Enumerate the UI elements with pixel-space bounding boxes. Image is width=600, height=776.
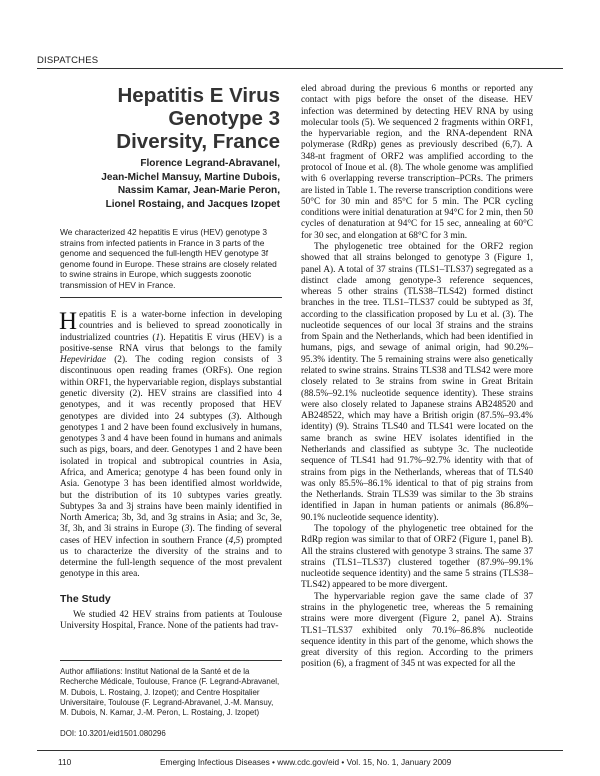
study-paragraph: We studied 42 HEV strains from patients at Toulouse University Hospital, France. None of the patients had trav-	[60, 610, 282, 632]
abstract-rule	[60, 297, 282, 298]
article-title	[70, 84, 280, 153]
title-line: Genotype 3	[168, 107, 280, 130]
drop-cap: H	[59, 308, 78, 335]
author-list	[70, 157, 280, 211]
title-line: Diversity, France	[116, 130, 280, 153]
author-line: Lionel Rostaing, and Jacques Izopet	[105, 198, 280, 210]
title-line: Hepatitis E Virus	[117, 84, 280, 107]
author-line: Jean-Michel Mansuy, Martine Dubois,	[101, 171, 280, 183]
header-rule	[37, 68, 563, 69]
section-heading-the-study: The Study	[60, 593, 111, 605]
intro-paragraph: Hepatitis E is a water-borne infection in developing countries and is believed to spread zoonotically in industrialized countries (1). Hepatitis E virus (HEV) is a positive-sense RNA virus that belongs to the family Hepeviridae (2). The coding region consists of 3 discontinuous open reading frames (ORFs). One region within ORF1, the hypervariable region, displays substantial genetic diversity (2). HEV strains are classified into 4 genotypes, and it was recently proposed that HEV genotypes are divided into 24 subtypes (3). Although genotypes 1 and 2 have been found exclusively in humans, genotypes 3 and 4 have been found in humans and animals such as pigs, boars, and deer. Genotypes 1 and 2 have been isolated in tropical and subtropical countries in Asia, Africa, and America; genotype 4 has been found only in Asia. Genotype 3 has been identified almost worldwide, but the distribution of its 10 subtypes varies greatly. Subtypes 3a and 3j strains have been mainly identified in North America; 3b, 3d, and 3g strains in Asia; and 3c, 3e, 3f, 3h, and 3i strains in Europe (3). The finding of several cases of HEV infection in southern France (4,5) prompted us to characterize the diversity of the strains and to determine the full-length sequence of the most prevalent genotype in this area.	[59, 308, 282, 580]
author-line: Nassim Kamar, Jean-Marie Peron,	[117, 185, 280, 197]
paragraph: eled abroad during the previous 6 months or reported any contact with pigs before the onset of the disease. HEV infection was determined by detecting HEV RNA by using molecular tools (5). We sequenced 2 fragments within ORF1, the hypervariable region, and the RNA-dependent RNA polymerase (RdRp) genes as previously described (6,7). A 348-nt fragment of ORF2 was amplified according to the protocol of Inoue et al. (8). The whole genome was amplified with 6 overlapping reverse transcription–PCRs. The primers are listed in Table 1. The reverse transcription conditions were 50°C for 30 min and 85°C for 5 min. The PCR cycling conditions were initial denaturation at 94°C for 2 min, then 50 cycles of denaturation at 94°C for 15 sec, annealing at 60°C for 30 sec, and elongation at 68°C for 3 min.	[301, 84, 533, 241]
right-column	[301, 84, 533, 671]
page-number: 110	[58, 757, 72, 767]
virus-family-name: Hepeviridae	[60, 355, 106, 366]
author-affiliations: Author affiliations: Institut National de la Santé et de la Recherche Médicale, Toulouse, France (F. Legrand-Abravanel, M. Dubois, L. Rostaing, J. Izopet); and Centre Hospitalier Universitaire, Toulouse (F. Legrand-Abravanel, J.-M. Mansuy, M. Dubois, N. Kamar, J.-M. Peron, L. Rostaing, J. Izopet)	[60, 667, 280, 718]
abstract: We characterized 42 hepatitis E virus (HEV) genotype 3 strains from infected patients in France in 3 parts of the genome and sequenced the full-length HEV genotype 3f genome found in Europe. These strains are closely related to swine strains in Europe, which suggests zoonotic transmission of HEV in France.	[60, 227, 277, 290]
paragraph: The hypervariable region gave the same clade of 37 strains in the phylogenetic tree, whereas the 5 remaining strains were more divergent (Figure 2, panel A). Strains TLS1–TLS37 exhibited only 70.1%–86.8% nucleotide sequence identity in this part of the genome, which shows the great diversity of this region. According to the primers position (6), a fragment of 345 nt was expected for all the	[301, 591, 533, 670]
doi: DOI: 10.3201/eid1501.080296	[60, 729, 166, 738]
journal-footer: Emerging Infectious Diseases • www.cdc.gov/eid • Vol. 15, No. 1, January 2009	[160, 757, 452, 767]
author-line: Florence Legrand-Abravanel,	[140, 158, 280, 169]
footer-rule	[37, 750, 563, 751]
paragraph: The phylogenetic tree obtained for the ORF2 region showed that all strains belonged to genotype 3 (Figure 1, panel A). A total of 37 strains (TLS1–TLS37) segregated as a distinct clade among genotype-3 reference sequences, whereas 5 other strains (TLS38–TLS42) formed distinct branches in the tree. TLS1–TLS37 could be subtyped as 3f, according to the classification proposed by Lu et al. (3). The nucleotide sequences of our local 3f strains and the strains from Spain and the Netherlands, which had been identified in humans, pigs, and sewage of animal origin, had 90.2%–95.3% identity. The 5 remaining strains were also genetically related to swine strains. Strains TLS38 and TLS42 were more closely related to 3e strains from swine in Great Britain (88.5%–92.1% nucleotide sequence identity). These strains were also closely related to Japanese strains AB248520 and AB248522, which may have a British origin (87.5%–93.4% identity) (9). Strains TLS40 and TLS41 were located on the same branch as swine HEV isolates identified in the Netherlands and classified as subtype 3c. The nucleotide sequence of TLS41 had 91.7%–92.7% identity with that of strains from pigs in the Netherlands, whereas that of TLS40 was only 85.5%–86.1% identical to that of pig strains from the Netherlands. Strain TLS39 was similar to the 3b strains identified in Japan in human patients or animals (86.8%–90.1% nucleotide sequence identity).	[301, 241, 533, 523]
paragraph: The topology of the phylogenetic tree obtained for the RdRp region was similar to that of ORF2 (Figure 1, panel B). All the strains clustered with genotype 3 strains. The same 37 strains (TLS1–TLS37) clustered together (87.9%–99.1% nucleotide sequence identity) and the same 5 strains (TLS38–TLS42) appeared to be more divergent.	[301, 523, 533, 591]
section-label: DISPATCHES	[37, 55, 99, 66]
affiliation-rule	[60, 660, 282, 661]
